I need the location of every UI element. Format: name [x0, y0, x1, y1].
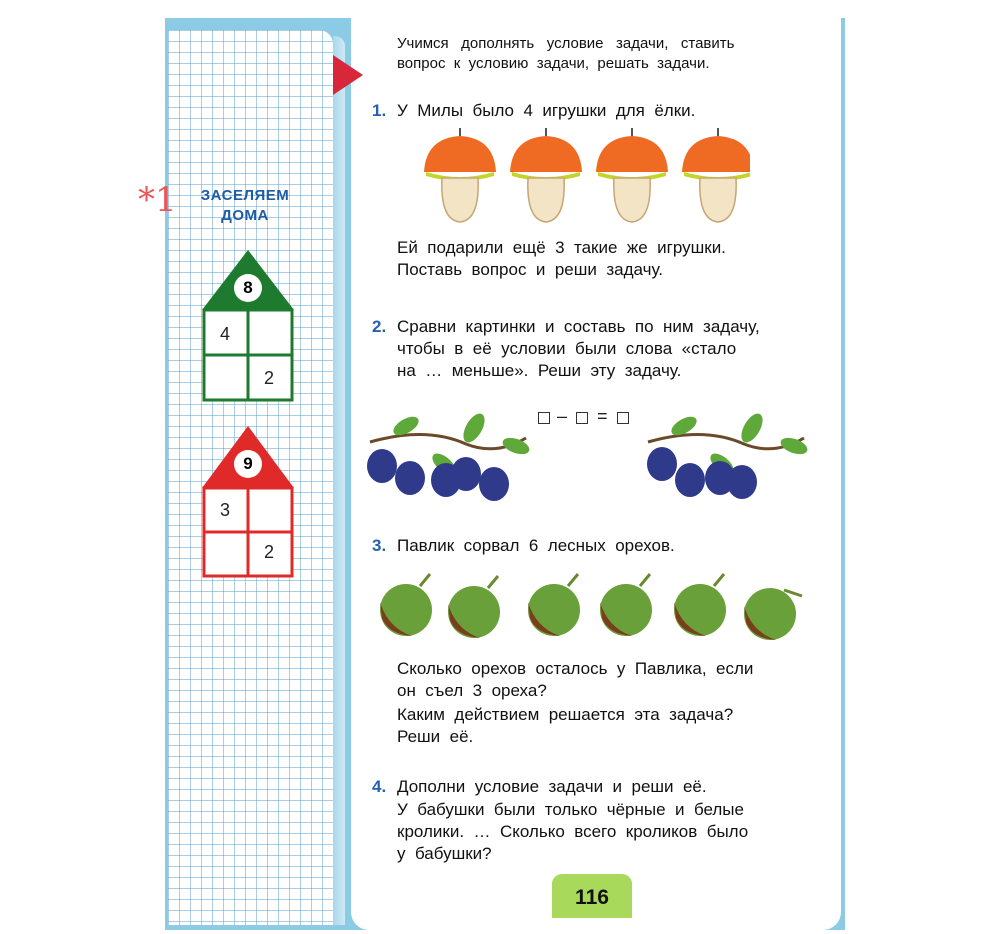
margin-strip-edge	[333, 36, 345, 925]
equation-box-3	[617, 412, 629, 424]
mushroom-icon	[682, 128, 750, 222]
task-3-number: 3.	[372, 536, 387, 555]
mushroom-icon	[510, 128, 582, 222]
bookmark-triangle	[333, 55, 363, 95]
page-number: 116	[552, 874, 632, 918]
plum-branch-left	[366, 408, 536, 504]
plum-icon	[395, 461, 425, 495]
house-8-cell-top-left: 4	[220, 324, 231, 344]
plum-branch-right	[644, 408, 814, 504]
house-8-drawing	[200, 248, 296, 406]
task-2-line-1: Сравни картинки и составь по ним задачу,	[397, 317, 760, 336]
intro-line-1: Учимся дополнять условие задачи, ставить	[397, 35, 735, 52]
task-3-line-5: Реши её.	[397, 727, 474, 746]
number-house-9	[200, 424, 296, 582]
task-3-line-2: Сколько орехов осталось у Павлика, если	[397, 659, 754, 678]
house-8-cell-bottom-right: 2	[264, 368, 275, 388]
task-3-line-4: Каким действием решается эта задача?	[397, 705, 734, 724]
equation-equals: =	[597, 406, 608, 426]
plum-icon	[367, 449, 397, 483]
plum-icon	[451, 457, 481, 491]
task-3-line-3: он съел 3 ореха?	[397, 681, 547, 700]
houses-title-line2: ДОМА	[221, 207, 269, 224]
house-9-roof-number: 9	[243, 454, 253, 473]
plum-icon	[479, 467, 509, 501]
task-1-number: 1.	[372, 101, 387, 120]
task-1-line-1: У Милы было 4 игрушки для ёлки.	[397, 101, 696, 120]
plum-icon	[675, 463, 705, 497]
task-4-number: 4.	[372, 777, 387, 796]
task-2-number: 2.	[372, 317, 387, 336]
plum-icon	[647, 447, 677, 481]
task-4-line-2: У бабушки были только чёрные и белые	[397, 800, 744, 819]
task-1-line-3: Поставь вопрос и реши задачу.	[397, 260, 663, 279]
task-4-line-4: у бабушки?	[397, 844, 492, 863]
task-4-line-1: Дополни условие задачи и реши её.	[397, 777, 707, 796]
house-9-drawing	[200, 424, 296, 582]
number-house-8	[200, 248, 296, 406]
hazelnut-icon	[674, 574, 726, 636]
task-3-line-1: Павлик сорвал 6 лесных орехов.	[397, 536, 675, 555]
mushroom-icon	[424, 128, 496, 222]
hazelnut-icon	[448, 576, 500, 638]
task-4-line-3: кролики. … Сколько всего кроликов было	[397, 822, 749, 841]
house-9-cell-top-left: 3	[220, 500, 231, 520]
houses-title-line1: ЗАСЕЛЯЕМ	[200, 187, 290, 204]
hazelnuts-illustration	[372, 568, 812, 648]
mushroom-toys-illustration	[420, 128, 750, 226]
plum-icon	[727, 465, 757, 499]
mushroom-icon	[596, 128, 668, 222]
equation-box-1	[538, 412, 550, 424]
hazelnut-icon	[600, 574, 652, 636]
hazelnut-icon	[380, 574, 432, 636]
house-8-roof-number: 8	[243, 278, 253, 297]
equation-minus: –	[557, 406, 568, 426]
houses-title	[190, 186, 300, 226]
equation-box-2	[576, 412, 588, 424]
house-9-cell-bottom-right: 2	[264, 542, 275, 562]
hazelnut-icon	[528, 574, 580, 636]
task-2-line-2: чтобы в её условии были слова «стало	[397, 339, 737, 358]
hazelnut-icon	[744, 588, 802, 640]
intro-line-2: вопрос к условию задачи, решать задачи.	[397, 55, 710, 72]
star-mark: *1	[138, 180, 177, 220]
task-1-line-2: Ей подарили ещё 3 такие же игрушки.	[397, 238, 726, 257]
task-2-line-3: на … меньше». Реши эту задачу.	[397, 361, 682, 380]
